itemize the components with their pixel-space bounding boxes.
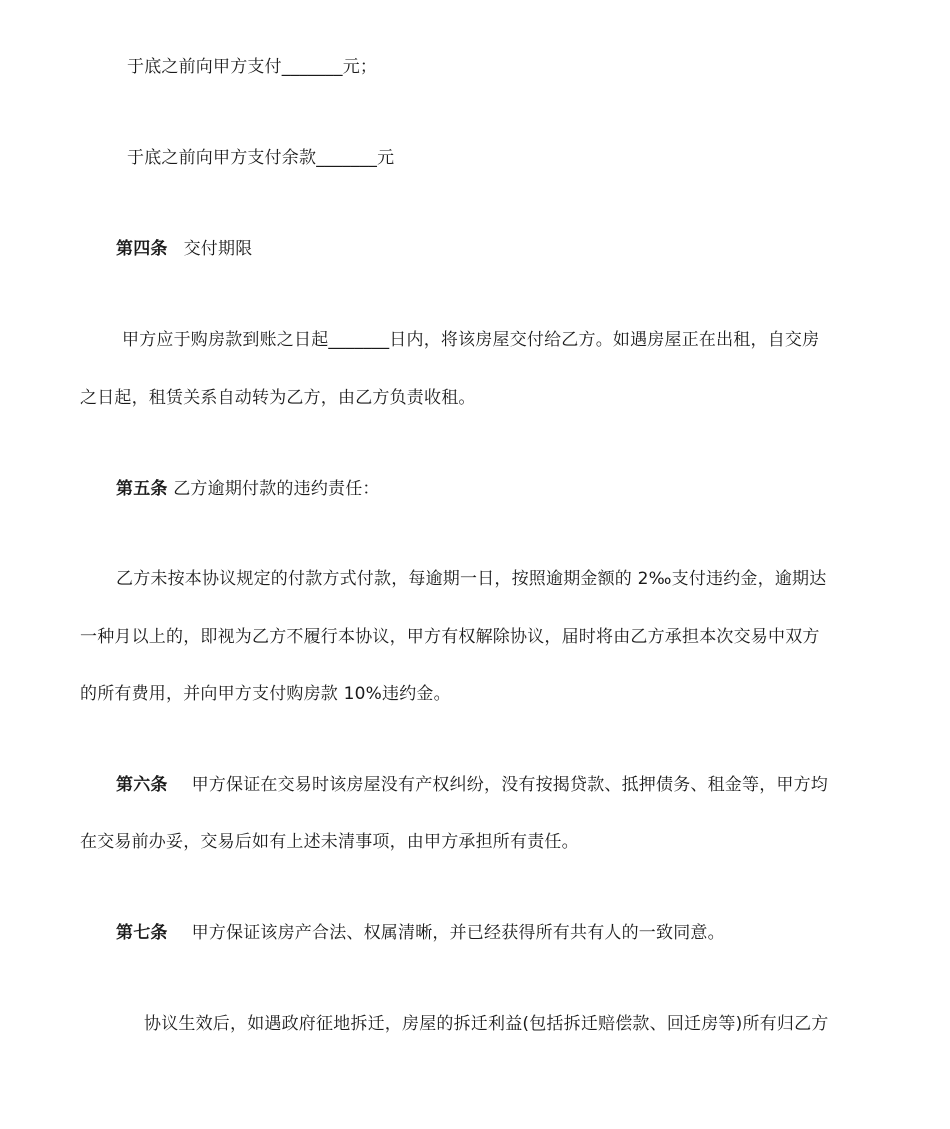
article-7-label: 第七条 — [116, 923, 168, 943]
article-5-heading — [116, 477, 380, 501]
article-4-paragraph-line-2: 之日起，租赁关系自动转为乙方，由乙方负责收租。 — [80, 388, 476, 408]
final-paragraph-line-1: 协议生效后，如遇政府征地拆迁，房屋的拆迁利益(包括拆迁赔偿款、回迁房等)所有归乙方 — [144, 1014, 829, 1034]
article-6-text-1: 甲方保证在交易时该房屋没有产权纠纷，没有按揭贷款、抵押债务、租金等，甲方均 — [191, 775, 829, 795]
article-5-label: 第五条 — [116, 479, 168, 499]
article-5-paragraph-line-3: 的所有费用，并向甲方支付购房款 10%违约金。 — [80, 684, 451, 704]
article-4-title: 交付期限 — [183, 239, 253, 259]
article-4-label: 第四条 — [116, 239, 168, 259]
article-4-paragraph-line-1: 甲方应于购房款到账之日起_______日内，将该房屋交付给乙方。如遇房屋正在出租，自交房 — [122, 330, 820, 350]
article-5-paragraph-line-2: 一种月以上的，即视为乙方不履行本协议，甲方有权解除协议，届时将由乙方承担本次交易中双方 — [80, 627, 820, 647]
article-7-text: 甲方保证该房产合法、权属清晰，并已经获得所有共有人的一致同意。 — [191, 923, 725, 943]
payment-line-1: 于底之前向甲方支付_______元； — [127, 57, 378, 77]
article-7-line — [116, 921, 725, 945]
article-6-label: 第六条 — [116, 775, 168, 795]
article-5-title: 乙方逾期付款的违约责任： — [173, 479, 380, 499]
article-5-paragraph-line-1: 乙方未按本协议规定的付款方式付款，每逾期一日，按照逾期金额的 2‰支付违约金，逾期达 — [116, 569, 827, 589]
article-4-heading — [116, 237, 252, 261]
article-6-line-2: 在交易前办妥，交易后如有上述未清事项，由甲方承担所有责任。 — [80, 832, 579, 852]
article-6-line-1 — [116, 773, 828, 797]
payment-line-2: 于底之前向甲方支付余款_______元 — [127, 148, 395, 168]
